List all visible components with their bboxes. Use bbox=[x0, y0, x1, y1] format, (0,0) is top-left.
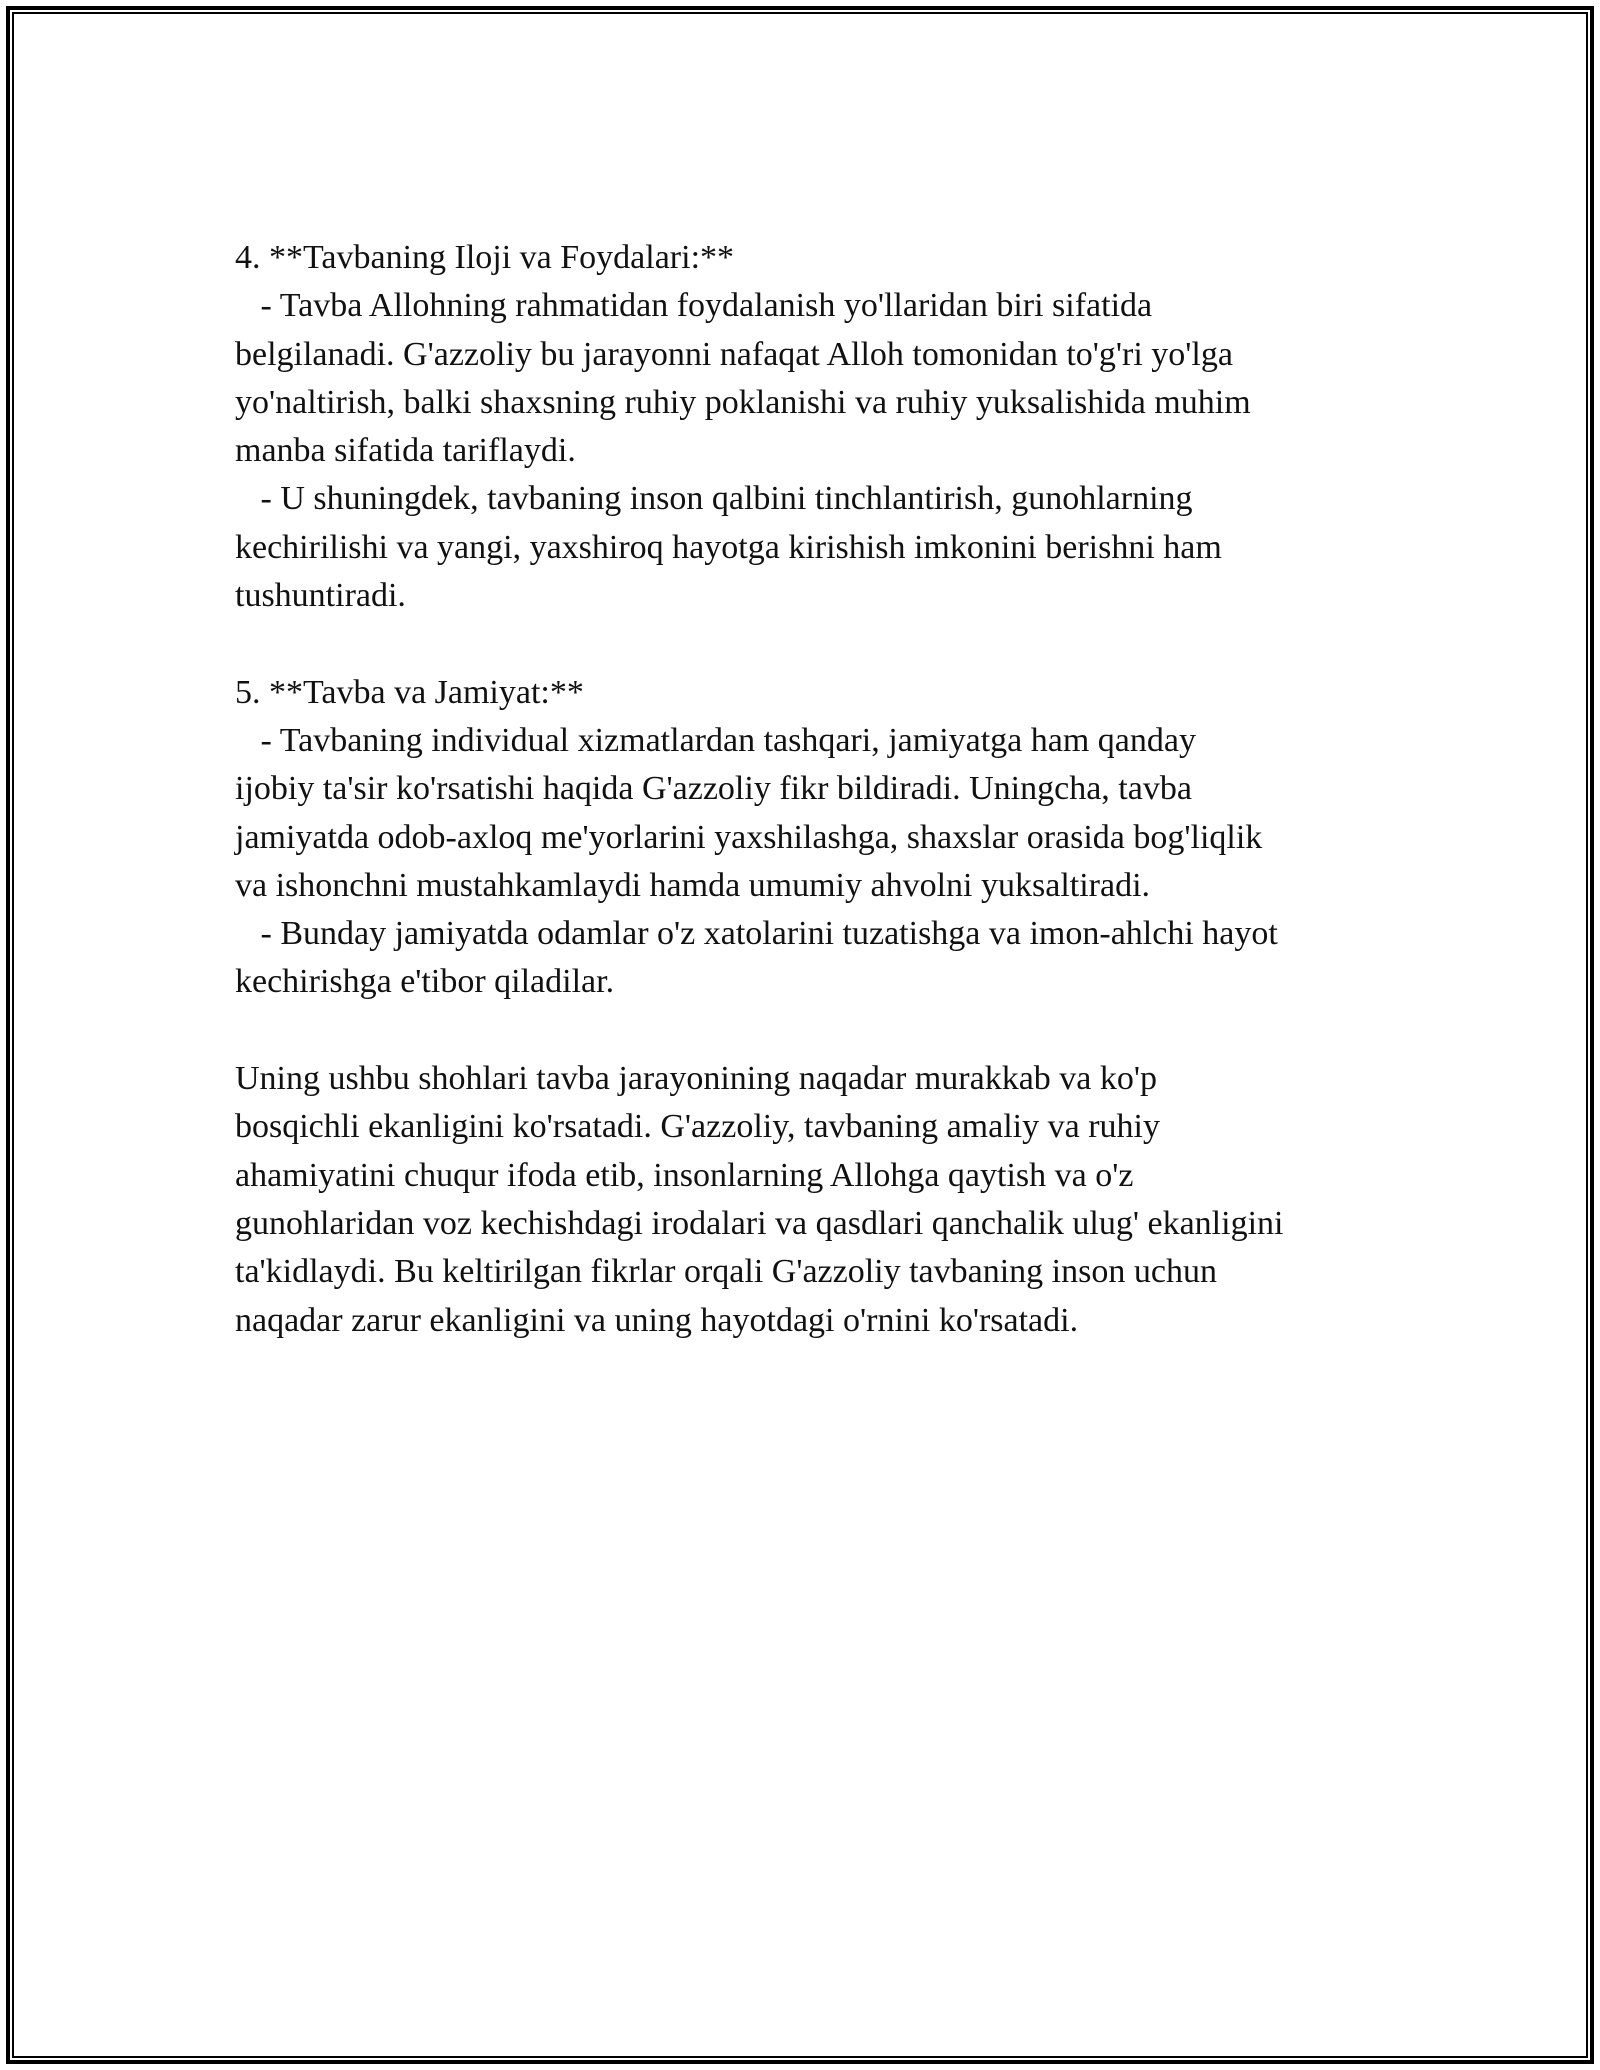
conclusion-paragraph bbox=[235, 1055, 1415, 1345]
text-line: - Bunday jamiyatda odamlar o'z xatolarini tuzatishga va imon-ahlchi hayot bbox=[235, 915, 1278, 953]
text-line: belgilanadi. G'azzoliy bu jarayonni nafaqat Alloh tomonidan to'g'ri yo'lga bbox=[235, 335, 1233, 373]
text-line: tushuntiradi. bbox=[235, 577, 406, 615]
section-4 bbox=[235, 234, 1415, 620]
text-line: kechirilishi va yangi, yaxshiroq hayotga kirishish imkonini berishni ham bbox=[235, 528, 1222, 566]
text-line: - Tavbaning individual xizmatlardan tashqari, jamiyatga ham qanday bbox=[235, 721, 1196, 759]
text-line: gunohlaridan voz kechishdagi irodalari va qasdlari qanchalik ulug' ekanligini bbox=[235, 1204, 1284, 1242]
bullet-item bbox=[235, 282, 1415, 475]
text-line: jamiyatda odob-axloq me'yorlarini yaxshilashga, shaxslar orasida bog'liqlik bbox=[235, 818, 1263, 856]
paragraph-spacer bbox=[235, 1007, 1415, 1055]
text-line: va ishonchni mustahkamlaydi hamda umumiy ahvolni yuksaltiradi. bbox=[235, 866, 1151, 904]
text-line: ahamiyatini chuqur ifoda etib, insonlarning Allohga qaytish va o'z bbox=[235, 1156, 1134, 1194]
text-line: manba sifatida tariflaydi. bbox=[235, 432, 576, 470]
text-line: - U shuningdek, tavbaning inson qalbini tinchlantirish, gunohlarning bbox=[235, 480, 1193, 518]
section-5 bbox=[235, 669, 1415, 1007]
text-line: naqadar zarur ekanligini va uning hayotdagi o'rnini ko'rsatadi. bbox=[235, 1301, 1079, 1339]
section-heading: 5. **Tavba va Jamiyat:** bbox=[235, 673, 584, 711]
text-line: - Tavba Allohning rahmatidan foydalanish yo'llaridan biri sifatida bbox=[235, 287, 1153, 325]
document-body bbox=[235, 234, 1415, 1345]
text-line: yo'naltirish, balki shaxsning ruhiy poklanishi va ruhiy yuksalishida muhim bbox=[235, 383, 1251, 421]
text-line: ijobiy ta'sir ko'rsatishi haqida G'azzoliy fikr bildiradi. Uningcha, tavba bbox=[235, 770, 1192, 808]
bullet-item bbox=[235, 475, 1415, 620]
bullet-item bbox=[235, 717, 1415, 910]
text-line: Uning ushbu shohlari tavba jarayonining naqadar murakkab va ko'p bbox=[235, 1060, 1158, 1098]
text-line: bosqichli ekanligini ko'rsatadi. G'azzoliy, tavbaning amaliy va ruhiy bbox=[235, 1108, 1160, 1146]
text-line: ta'kidlaydi. Bu keltirilgan fikrlar orqali G'azzoliy tavbaning inson uchun bbox=[235, 1253, 1217, 1291]
text-line: kechirishga e'tibor qiladilar. bbox=[235, 963, 615, 1001]
bullet-item bbox=[235, 910, 1415, 1007]
paragraph-spacer bbox=[235, 620, 1415, 668]
section-heading: 4. **Tavbaning Iloji va Foydalari:** bbox=[235, 239, 735, 276]
